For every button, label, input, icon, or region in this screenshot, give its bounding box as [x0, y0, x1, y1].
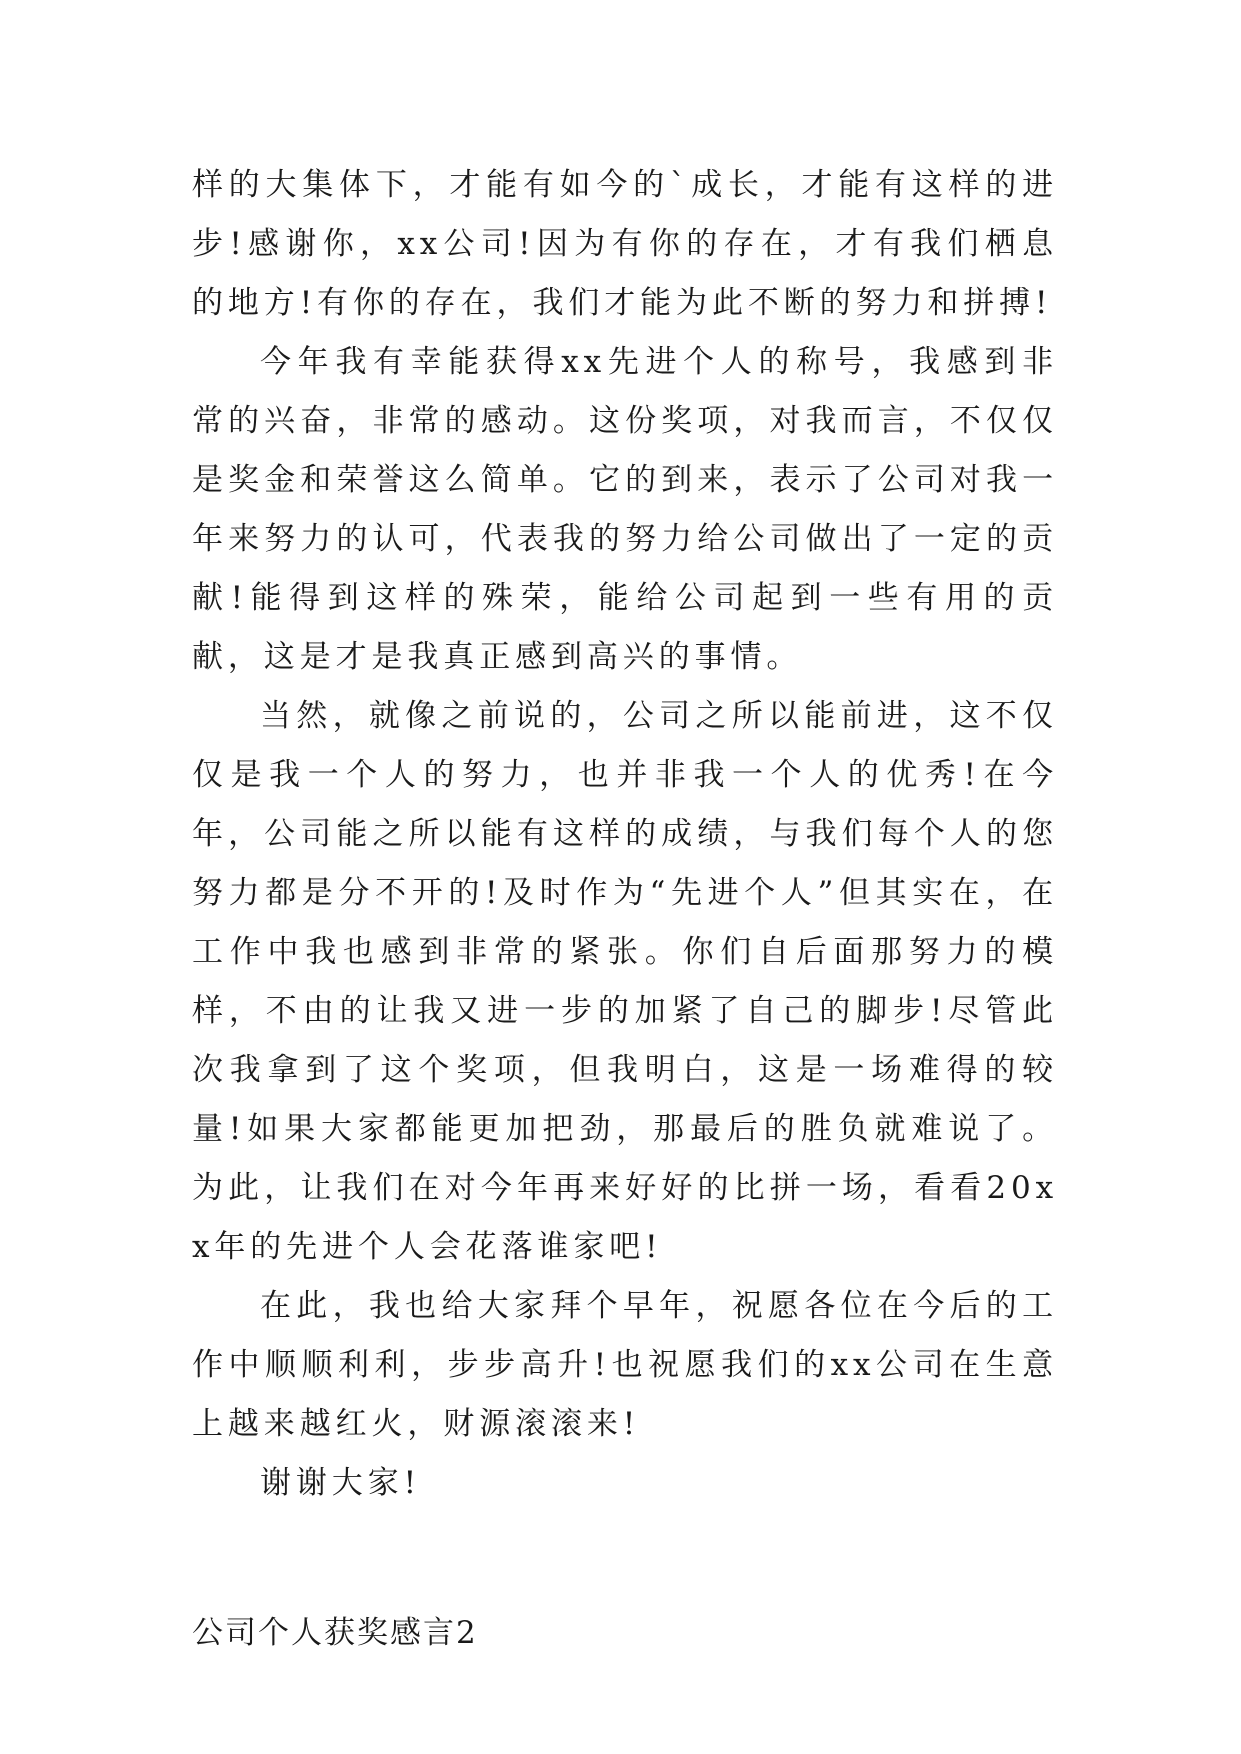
paragraph-5: 谢谢大家!	[260, 1465, 421, 1501]
document-page	[192, 156, 1058, 1663]
paragraph-2: 今年我有幸能获得xx先进个人的称号，我感到非常的兴奋，非常的感动。这份奖项，对我而言，不仅仅是奖金和荣誉这么简单。它的到来，表示了公司对我一年来努力的认可，代表我的努力给公司做出了一定的贡献!能得到这样的殊荣，能给公司起到一些有用的贡献，这是才是我真正感到高兴的事情。	[192, 344, 1058, 675]
paragraph-1: 样的大集体下，才能有如今的`成长，才能有这样的进步!感谢你，xx公司!因为有你的存在，才有我们栖息的地方!有你的存在，我们才能为此不断的努力和拼搏!	[192, 167, 1058, 321]
paragraph-4: 在此，我也给大家拜个早年，祝愿各位在今后的工作中顺顺利利，步步高升!也祝愿我们的xx公司在生意上越来越红火，财源滚滚来!	[192, 1288, 1058, 1442]
paragraph-3: 当然，就像之前说的，公司之所以能前进，这不仅仅是我一个人的努力，也并非我一个人的优秀!在今年，公司能之所以能有这样的成绩，与我们每个人的您努力都是分不开的!及时作为“先进个人”但其实在，在工作中我也感到非常的紧张。你们自后面那努力的模样，不由的让我又进一步的加紧了自己的脚步!尽管此次我拿到了这个奖项，但我明白，这是一场难得的较量!如果大家都能更加把劲，那最后的胜负就难说了。为此，让我们在对今年再来好好的比拼一场，看看20xx年的先进个人会花落谁家吧!	[192, 698, 1058, 1265]
section-heading: 公司个人获奖感言2	[192, 1615, 478, 1651]
